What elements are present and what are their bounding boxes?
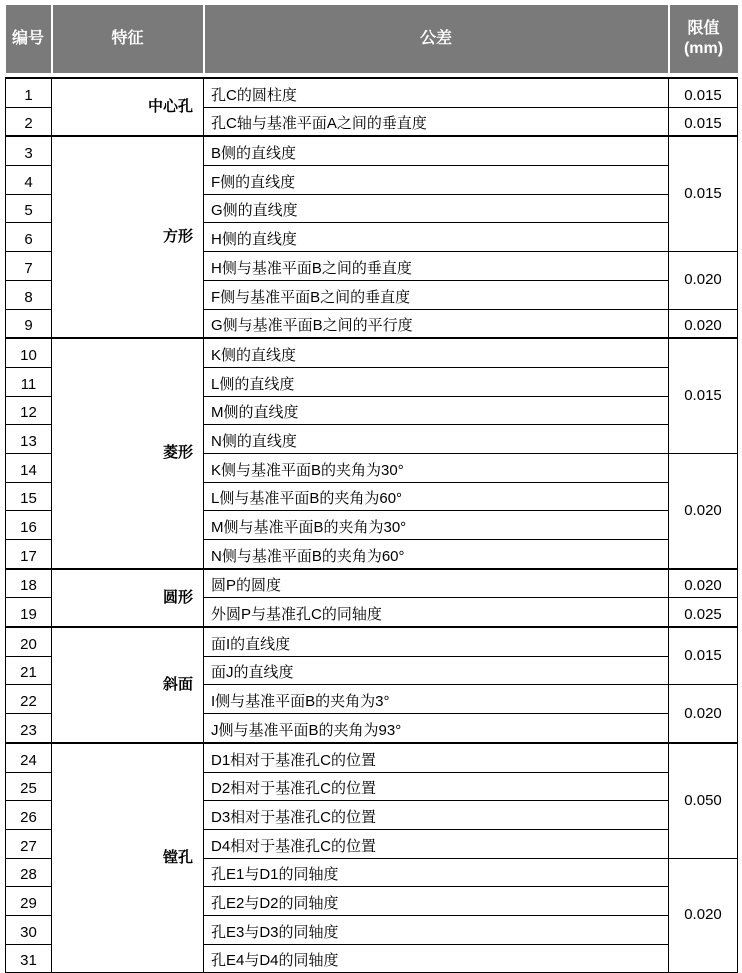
tolerance-description: J侧与基准平面B的夹角为93° [204, 714, 669, 743]
row-number: 18 [6, 569, 52, 598]
feature-group [6, 743, 738, 973]
table-row [6, 743, 738, 772]
row-number: 29 [6, 887, 52, 916]
tolerance-description: 孔C的圆柱度 [204, 78, 669, 107]
row-number: 12 [6, 396, 52, 425]
row-number: 10 [6, 338, 52, 367]
tolerance-description: 孔E3与D3的同轴度 [204, 915, 669, 944]
header-feature: 特征 [52, 5, 204, 73]
tolerance-description: 圆P的圆度 [204, 569, 669, 598]
row-number: 19 [6, 598, 52, 627]
row-number: 25 [6, 772, 52, 801]
row-number: 3 [6, 136, 52, 165]
tolerance-description: D1相对于基准孔C的位置 [204, 743, 669, 772]
row-number: 6 [6, 223, 52, 252]
header-tolerance: 公差 [204, 5, 669, 73]
header-limit-line1: 限值 [687, 20, 720, 37]
row-number: 17 [6, 540, 52, 569]
feature-group [6, 338, 738, 569]
row-number: 24 [6, 743, 52, 772]
tolerance-description: M侧与基准平面B的夹角为30° [204, 511, 669, 540]
tolerance-description: 面I的直线度 [204, 627, 669, 656]
limit-value: 0.020 [669, 685, 738, 743]
limit-value: 0.015 [669, 627, 738, 685]
limit-value: 0.020 [669, 453, 738, 568]
limit-value: 0.015 [669, 107, 738, 136]
feature-name: 方形 [52, 136, 204, 338]
feature-name: 圆形 [52, 569, 204, 627]
limit-value: 0.025 [669, 598, 738, 627]
limit-value: 0.015 [669, 338, 738, 453]
table-row [6, 338, 738, 367]
tolerance-table [5, 5, 738, 973]
tolerance-description: K侧的直线度 [204, 338, 669, 367]
limit-value: 0.020 [669, 569, 738, 598]
feature-name: 菱形 [52, 338, 204, 569]
row-number: 2 [6, 107, 52, 136]
row-number: 15 [6, 482, 52, 511]
row-number: 8 [6, 280, 52, 309]
tolerance-description: F侧的直线度 [204, 166, 669, 195]
tolerance-description: I侧与基准平面B的夹角为3° [204, 685, 669, 714]
tolerance-description: D3相对于基准孔C的位置 [204, 801, 669, 830]
row-number: 30 [6, 915, 52, 944]
row-number: 1 [6, 78, 52, 107]
header-limit [669, 5, 738, 73]
row-number: 31 [6, 944, 52, 973]
tolerance-description: 孔E1与D1的同轴度 [204, 858, 669, 887]
limit-value: 0.015 [669, 136, 738, 251]
feature-name: 斜面 [52, 627, 204, 743]
tolerance-description: L侧与基准平面B的夹角为60° [204, 482, 669, 511]
tolerance-description: D2相对于基准孔C的位置 [204, 772, 669, 801]
feature-name: 镗孔 [52, 743, 204, 973]
table-row [6, 569, 738, 598]
feature-group [6, 136, 738, 338]
tolerance-description: M侧的直线度 [204, 396, 669, 425]
tolerance-description: H侧的直线度 [204, 223, 669, 252]
tolerance-description: 面J的直线度 [204, 656, 669, 685]
tolerance-description: G侧与基准平面B之间的平行度 [204, 309, 669, 338]
limit-value: 0.050 [669, 743, 738, 858]
tolerance-description: F侧与基准平面B之间的垂直度 [204, 280, 669, 309]
table-header [6, 5, 738, 78]
limit-value: 0.020 [669, 858, 738, 973]
row-number: 9 [6, 309, 52, 338]
tolerance-description: B侧的直线度 [204, 136, 669, 165]
tolerance-description: G侧的直线度 [204, 194, 669, 223]
tolerance-description: N侧的直线度 [204, 425, 669, 454]
row-number: 7 [6, 252, 52, 281]
limit-value: 0.015 [669, 78, 738, 107]
table-row [6, 627, 738, 656]
row-number: 23 [6, 714, 52, 743]
limit-value: 0.020 [669, 252, 738, 309]
tolerance-description: K侧与基准平面B的夹角为30° [204, 453, 669, 482]
header-limit-line2: (mm) [683, 40, 724, 57]
row-number: 28 [6, 858, 52, 887]
row-number: 21 [6, 656, 52, 685]
row-number: 4 [6, 166, 52, 195]
table-row [6, 136, 738, 165]
feature-group [6, 569, 738, 627]
row-number: 11 [6, 367, 52, 396]
tolerance-description: L侧的直线度 [204, 367, 669, 396]
header-num: 编号 [6, 5, 52, 73]
tolerance-description: N侧与基准平面B的夹角为60° [204, 540, 669, 569]
row-number: 16 [6, 511, 52, 540]
row-number: 20 [6, 627, 52, 656]
tolerance-description: H侧与基准平面B之间的垂直度 [204, 252, 669, 281]
row-number: 22 [6, 685, 52, 714]
tolerance-description: 外圆P与基准孔C的同轴度 [204, 598, 669, 627]
tolerance-description: 孔C轴与基准平面A之间的垂直度 [204, 107, 669, 136]
row-number: 26 [6, 801, 52, 830]
row-number: 5 [6, 194, 52, 223]
row-number: 14 [6, 453, 52, 482]
row-number: 13 [6, 425, 52, 454]
tolerance-description: 孔E2与D2的同轴度 [204, 887, 669, 916]
feature-group [6, 78, 738, 136]
tolerance-table-container [5, 5, 738, 973]
table-row [6, 78, 738, 107]
feature-group [6, 627, 738, 743]
tolerance-description: D4相对于基准孔C的位置 [204, 829, 669, 858]
feature-name: 中心孔 [52, 78, 204, 136]
row-number: 27 [6, 829, 52, 858]
tolerance-description: 孔E4与D4的同轴度 [204, 944, 669, 973]
limit-value: 0.020 [669, 309, 738, 338]
